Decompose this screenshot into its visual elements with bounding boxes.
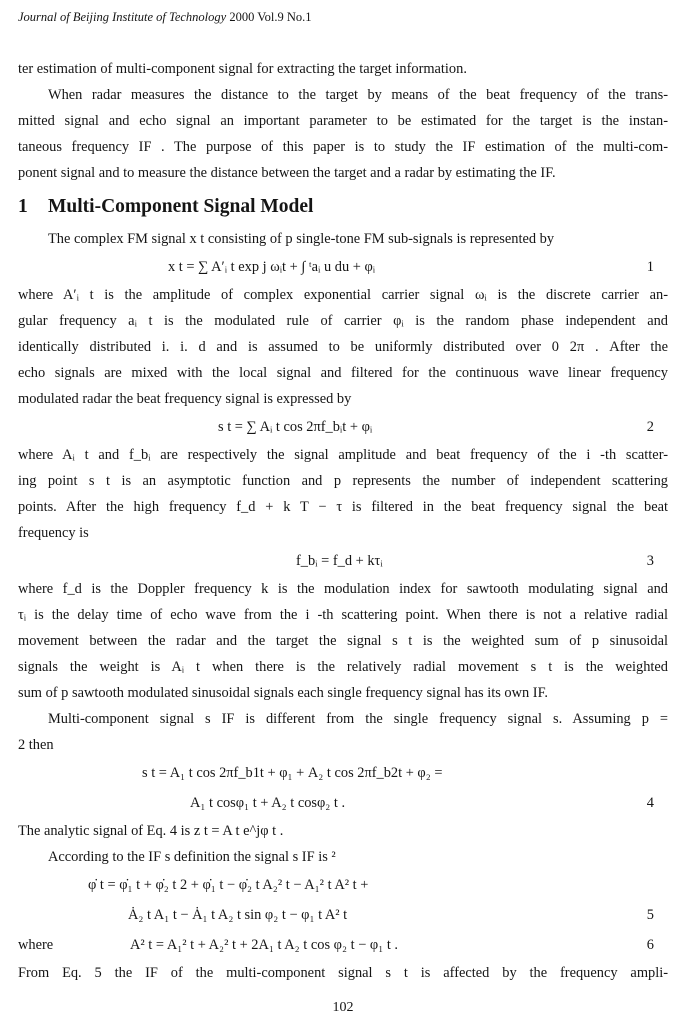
paragraph-line: Multi-component signal s IF is different from the single frequency signal s. Assuming p = <box>48 711 668 727</box>
paragraph-line: ponent signal and to measure the distance between the target and a radar by estimating the IF. <box>18 165 556 181</box>
paragraph-line: The complex FM signal x t consisting of p single-tone FM sub-signals is represented by <box>48 231 555 247</box>
paragraph-line: points. After the high frequency f_d + k T − τ is filtered in the beat frequency signal the beat <box>18 499 668 515</box>
paragraph-line: 2 then <box>18 737 54 753</box>
equation-expression: A₁ t cosφ₁ t + A₂ t cosφ₂ t . <box>190 795 346 811</box>
paragraph-line: frequency is <box>18 525 89 541</box>
equation-number: 4 <box>646 795 654 811</box>
equation-expression: s t = ∑ Aᵢ t cos 2πf_bᵢt + φᵢ <box>218 419 373 435</box>
equation-2 <box>18 412 668 442</box>
journal-name: Journal of Beijing Institute of Technology <box>18 10 227 24</box>
equation-number: 2 <box>646 419 654 435</box>
section-title: Multi-Component Signal Model <box>48 196 314 217</box>
paragraph-line: where f_d is the Doppler frequency k is the modulation index for sawtooth modulating signal and <box>18 581 668 597</box>
running-header <box>18 10 312 25</box>
paragraph-line: From Eq. 5 the IF of the multi-component signal s t is affected by the frequency ampli- <box>18 965 668 981</box>
equation-4-line-1 <box>18 758 668 788</box>
equation-number: 3 <box>646 553 654 569</box>
paragraph-line: identically distributed i. i. d and is assumed to be uniformly distributed over 0 2π . After the <box>18 339 668 355</box>
equation-expression: s t = A₁ t cos 2πf_b1t + φ₁ + A₂ t cos 2πf_b2t + φ₂ = <box>142 765 443 781</box>
equation-expression: x t = ∑ A′ᵢ t exp j ωᵢt + ∫ ᵗaᵢ u du + φᵢ <box>168 259 376 275</box>
paragraph-line: According to the IF s definition the signal s IF is ² <box>48 849 336 865</box>
paragraph-line: modulated radar the beat frequency signal is expressed by <box>18 391 352 407</box>
paragraph-line: where Aᵢ t and f_bᵢ are respectively the signal amplitude and beat frequency of the i -th scatter- <box>18 447 668 463</box>
issue-info: 2000 Vol.9 No.1 <box>229 10 312 24</box>
equation-5-line-2 <box>18 900 668 930</box>
paragraph-line: ing point s t is an asymptotic function and p represents the number of independent scattering <box>18 473 668 489</box>
paragraph-line: τᵢ is the delay time of echo wave from the i -th scattering point. When there is not a relative radial <box>18 607 668 623</box>
equation-expression: A² t = A₁² t + A₂² t + 2A₁ t A₂ t cos φ₂ t − φ₁ t . <box>130 937 399 953</box>
paragraph-line: sum of p sawtooth modulated sinusoidal signals each single frequency signal has its own IF. <box>18 685 549 701</box>
paragraph-line: gular frequency aᵢ t is the modulated rule of carrier φᵢ is the random phase independent and <box>18 313 668 329</box>
paragraph-line: taneous frequency IF . The purpose of this paper is to study the IF estimation of the multi-com- <box>18 139 668 155</box>
equation-1 <box>18 252 668 282</box>
equation-expression: Ȧ₂ t A₁ t − Ȧ₁ t A₂ t sin φ₂ t − φ₁ t A² t <box>128 907 348 923</box>
paragraph-line: movement between the radar and the target the signal s t is the weighted sum of p sinusoidal <box>18 633 668 649</box>
equation-number: 5 <box>646 907 654 923</box>
page-number: 102 <box>332 1000 354 1015</box>
paragraph-line: When radar measures the distance to the target by means of the beat frequency of the trans- <box>48 87 668 103</box>
section-heading <box>18 190 668 224</box>
paragraph-line: ter estimation of multi-component signal for extracting the target information. <box>18 61 467 77</box>
equation-number: 6 <box>646 937 654 953</box>
section-number: 1 <box>18 196 28 217</box>
equation-6 <box>18 930 668 960</box>
equation-expression: φ̇ t = φ̇₁ t + φ̇₂ t 2 + φ̇₁ t − φ̇₂ t A₂² t − A₁² t A² t + <box>88 877 369 893</box>
paragraph-line: echo signals are mixed with the local signal and filtered for the continuous wave linear frequency <box>18 365 668 381</box>
equation-5-line-1 <box>18 870 668 900</box>
equation-4-line-2 <box>18 788 668 818</box>
equation-label: where <box>18 937 54 953</box>
equation-3 <box>18 546 668 576</box>
paragraph-line: signals the weight is Aᵢ t when there is the relatively radial movement s t is the weighted <box>18 659 668 675</box>
article-body <box>18 56 668 986</box>
paragraph-line: mitted signal and echo signal an important parameter to be estimated for the target is the instan- <box>18 113 668 129</box>
paragraph-line: The analytic signal of Eq. 4 is z t = A t e^jφ t . <box>18 823 284 839</box>
equation-expression: f_bᵢ = f_d + kτᵢ <box>296 553 383 569</box>
equation-number: 1 <box>646 259 654 275</box>
paragraph-line: where A′ᵢ t is the amplitude of complex exponential carrier signal ωᵢ is the discrete carrier an- <box>18 287 668 303</box>
